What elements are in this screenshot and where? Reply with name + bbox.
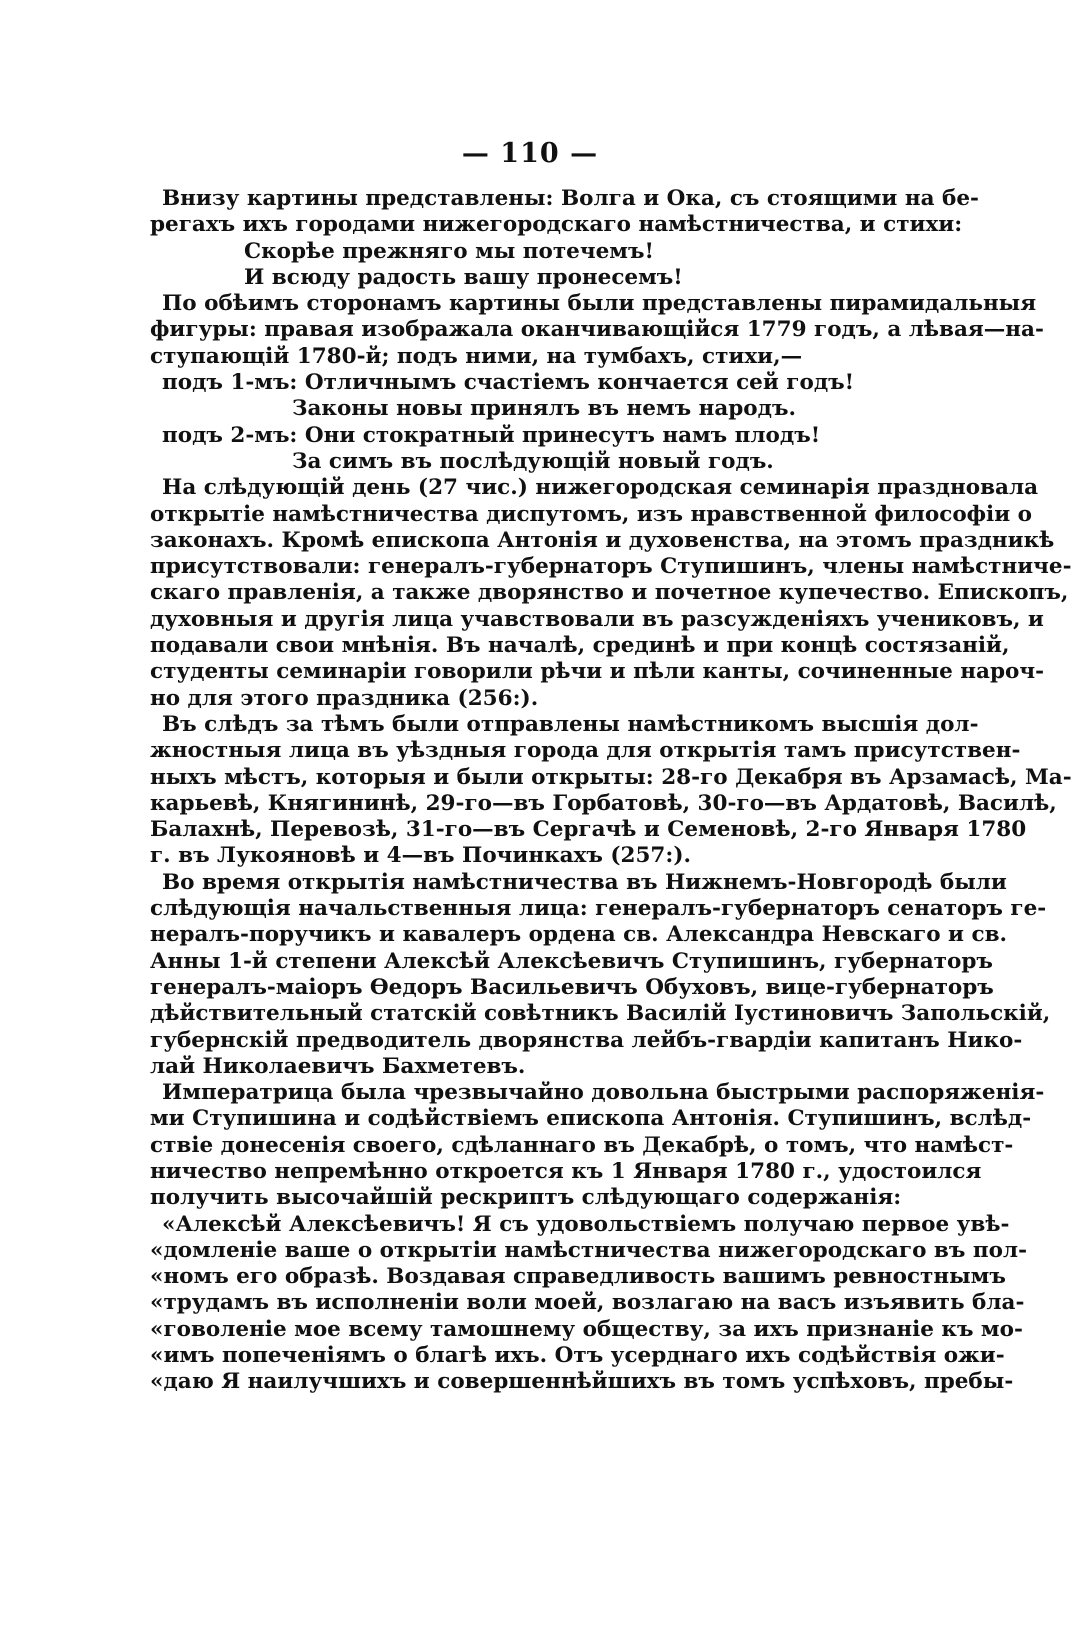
text-line: Скорѣе прежняго мы потечемъ! (244, 238, 654, 264)
text-line: жностныя лица въ уѣздныя города для открытія тамъ присутствен- (150, 738, 1021, 764)
text-line: «Алексѣй Алексѣевичъ! Я съ удовольствіемъ получаю первое увѣ- (162, 1211, 1010, 1237)
text-line: Анны 1-й степени Алексѣй Алексѣевичъ Ступишинъ, губернаторъ (150, 948, 993, 974)
text-line: «имъ попеченіямъ о благѣ ихъ. Отъ усерднаго ихъ содѣйствія ожи- (150, 1343, 1005, 1369)
text-line: нералъ-поручикъ и кавалеръ ордена св. Александра Невскаго и св. (150, 922, 1007, 948)
text-line: ничество непремѣнно откроется къ 1 Января 1780 г., удостоился (150, 1158, 982, 1184)
text-line: духовныя и другія лица учавствовали въ разсужденіяхъ учениковъ, и (150, 606, 1044, 632)
text-line: подавали свои мнѣнія. Въ началѣ, срединѣ и при концѣ состязаній, (150, 633, 1010, 659)
text-line: получить высочайшій рескриптъ слѣдующаго содержанія: (150, 1185, 902, 1211)
text-line: регахъ ихъ городами нижегородскаго намѣстничества, и стихи: (150, 212, 963, 238)
text-line: Въ слѣдъ за тѣмъ были отправлены намѣстникомъ высшія дол- (162, 711, 979, 737)
body-text (150, 186, 1072, 1396)
text-line: законахъ. Кромѣ епископа Антонія и духовенства, на этомъ праздникѣ (150, 527, 1055, 553)
text-line: «говоленіе мое всему тамошнему обществу, за ихъ признаніе къ мо- (150, 1316, 1023, 1342)
text-line: слѣдующія начальственныя лица: генералъ-губернаторъ сенаторъ ге- (150, 896, 1047, 922)
text-line: студенты семинаріи говорили рѣчи и пѣли канты, сочиненные нароч- (150, 659, 1044, 685)
text-line: ступающій 1780-й; подъ ними, на тумбахъ, стихи,— (150, 343, 803, 369)
text-line: лай Николаевичъ Бахметевъ. (150, 1053, 526, 1079)
text-line: Балахнѣ, Перевозѣ, 31-го—въ Сергачѣ и Семеновѣ, 2-го Января 1780 (150, 817, 1027, 843)
text-line: дѣйствительный статскій совѣтникъ Василій Іустиновичъ Запольскій, (150, 1001, 1051, 1027)
text-line: Законы новы принялъ въ немъ народъ. (292, 396, 796, 422)
text-line: карьевѣ, Княгининѣ, 29-го—въ Горбатовѣ, 30-го—въ Ардатовѣ, Василѣ, (150, 790, 1057, 816)
text-line: На слѣдующій день (27 чис.) нижегородская семинарія праздновала (162, 475, 1039, 501)
text-line: По обѣимъ сторонамъ картины были представлены пирамидальныя (162, 291, 1037, 317)
text-line: генералъ-маіоръ Ѳедоръ Васильевичъ Обуховъ, вице-губернаторъ (150, 974, 994, 1000)
text-line: подъ 2-мъ: Они стократный принесутъ намъ плодъ! (162, 422, 821, 448)
text-line: Императрица была чрезвычайно довольна быстрыми распоряженія- (162, 1080, 1045, 1106)
text-line: «номъ его образѣ. Воздавая справедливость вашимъ ревностнымъ (150, 1264, 1006, 1290)
text-line: «трудамъ въ исполненіи воли моей, возлагаю на васъ изъявить бла- (150, 1290, 1025, 1316)
text-line: «домленіе ваше о открытіи намѣстничества нижегородскаго въ пол- (150, 1237, 1028, 1263)
text-line: скаго правленія, а также дворянство и почетное купечество. Епископъ, (150, 580, 1069, 606)
text-line: г. въ Лукояновѣ и 4—въ Починкахъ (257:). (150, 843, 691, 869)
text-line: но для этого праздника (256:). (150, 685, 539, 711)
text-line: фигуры: правая изображала оканчивающійся 1779 годъ, а лѣвая—на- (150, 317, 1044, 343)
text-line: Во время открытія намѣстничества въ Нижнемъ-Новгородѣ были (162, 869, 1007, 895)
text-line: ствіе донесенія своего, сдѣланнаго въ Декабрѣ, о томъ, что намѣст- (150, 1132, 1014, 1158)
text-line: открытіе намѣстничества диспутомъ, изъ нравственной философіи о (150, 501, 1032, 527)
text-line: подъ 1-мъ: Отличнымъ счастіемъ кончается сей годъ! (162, 370, 855, 396)
page-number: — 110 — (461, 138, 599, 169)
text-line: ныхъ мѣстъ, которыя и были открыты: 28-го Декабря въ Арзамасѣ, Ма- (150, 764, 1072, 790)
text-line: ми Ступишина и содѣйствіемъ епископа Антонія. Ступишинъ, вслѣд- (150, 1106, 1032, 1132)
text-line: Внизу картины представлены: Волга и Ока, съ стоящими на бе- (162, 186, 979, 211)
text-line: «даю Я наилучшихъ и совершеннѣйшихъ въ томъ успѣховъ, пребы- (150, 1369, 1014, 1395)
text-line: И всюду радость вашу пронесемъ! (244, 264, 683, 290)
text-line: губернскій предводитель дворянства лейбъ-гвардіи капитанъ Нико- (150, 1027, 1023, 1053)
text-line: присутствовали: генералъ-губернаторъ Ступишинъ, члены намѣстниче- (150, 554, 1072, 580)
text-line: За симъ въ послѣдующій новый годъ. (292, 448, 774, 474)
